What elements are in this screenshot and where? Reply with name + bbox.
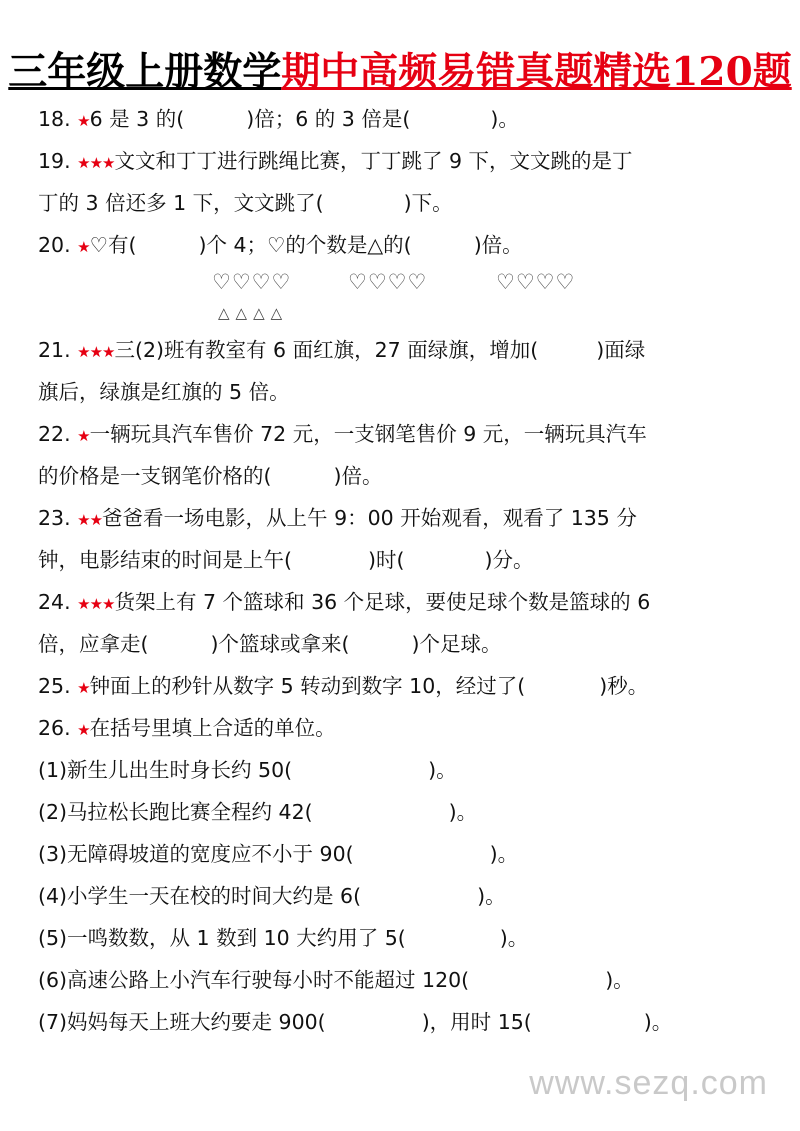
triangle-group: △△△△ — [218, 304, 289, 322]
question-22-line2 — [38, 461, 383, 491]
question-text: )。 — [490, 107, 519, 131]
question-number: 23. — [38, 506, 71, 530]
question-text: )。 — [448, 800, 478, 824]
question-number: 26. — [38, 716, 71, 740]
question-text: (4)小学生一天在校的时间大约是 6( — [38, 884, 362, 908]
question-text: (7)妈妈每天上班大约要走 900( — [38, 1010, 326, 1034]
question-text: (2)马拉松长跑比赛全程约 42( — [38, 800, 313, 824]
question-text: 三(2)班有教室有 6 面红旗，27 面绿旗，增加( — [114, 338, 539, 362]
question-text: )，用时 15( — [421, 1010, 532, 1034]
question-24-line2 — [38, 629, 502, 659]
question-text: )倍；6 的 3 倍是( — [246, 107, 411, 131]
question-text: 钟面上的秒针从数字 5 转动到数字 10，经过了( — [89, 674, 526, 698]
question-number: 22. — [38, 422, 71, 446]
question-18 — [38, 104, 519, 136]
question-text: 的价格是一支钢笔价格的( — [38, 464, 272, 488]
question-text: (5)一鸣数数，从 1 数到 10 大约用了 5( — [38, 926, 406, 950]
question-20 — [38, 230, 523, 262]
difficulty-stars: ★★★ — [77, 154, 115, 172]
q26-item-1 — [38, 755, 457, 785]
question-text: )时( — [368, 548, 405, 572]
question-text: (6)高速公路上小汽车行驶每小时不能超过 120( — [38, 968, 470, 992]
difficulty-stars: ★★★ — [77, 343, 115, 361]
question-25 — [38, 671, 648, 703]
difficulty-stars: ★★★ — [77, 595, 115, 613]
question-text: )。 — [605, 968, 634, 992]
question-text: ♡有( — [89, 233, 137, 257]
heart-group-1: ♡♡♡♡ — [212, 270, 292, 294]
question-text: )倍。 — [333, 464, 383, 488]
question-number: 19. — [38, 149, 71, 173]
difficulty-stars: ★ — [77, 112, 90, 130]
q26-item-6 — [38, 965, 634, 995]
question-text: 6 是 3 的( — [89, 107, 185, 131]
question-text: 在括号里填上合适的单位。 — [89, 716, 336, 740]
title-part2: 期中高频易错真题精选120题 — [281, 49, 792, 95]
question-text: )个足球。 — [411, 632, 502, 656]
q26-item-4 — [38, 881, 506, 911]
question-text: 钟，电影结束的时间是上午( — [38, 548, 292, 572]
question-text: )秒。 — [599, 674, 649, 698]
question-text: 丁的 3 倍还多 1 下，文文跳了( — [38, 191, 324, 215]
question-19 — [38, 146, 633, 178]
question-text: 爸爸看一场电影，从上午 9：00 开始观看，观看了 135 分 — [102, 506, 637, 530]
question-text: )分。 — [484, 548, 534, 572]
question-text: )。 — [477, 884, 506, 908]
question-21 — [38, 335, 645, 367]
heart-group-3: ♡♡♡♡ — [496, 270, 576, 294]
difficulty-stars: ★ — [77, 238, 90, 256]
q26-item-3 — [38, 839, 518, 869]
question-number: 18. — [38, 107, 71, 131]
question-19-line2 — [38, 188, 453, 218]
question-number: 21. — [38, 338, 71, 362]
question-23 — [38, 503, 637, 535]
question-24 — [38, 587, 650, 619]
question-text: 文文和丁丁进行跳绳比赛，丁丁跳了 9 下，文文跳的是丁 — [114, 149, 633, 173]
question-text: )。 — [499, 926, 529, 950]
q26-item-5 — [38, 923, 528, 953]
question-23-line2 — [38, 545, 534, 575]
difficulty-stars: ★ — [77, 427, 90, 445]
question-number: 25. — [38, 674, 71, 698]
question-text: 一辆玩具汽车售价 72 元，一支钢笔售价 9 元，一辆玩具汽车 — [89, 422, 647, 446]
question-text: 旗后，绿旗是红旗的 5 倍。 — [38, 380, 290, 404]
question-text: )。 — [428, 758, 457, 782]
question-number: 24. — [38, 590, 71, 614]
question-text: )。 — [489, 842, 519, 866]
question-text: )倍。 — [473, 233, 523, 257]
question-text: )面绿 — [596, 338, 646, 362]
question-text: )下。 — [403, 191, 453, 215]
title-part1: 三年级上册数学 — [8, 49, 282, 95]
question-number: 20. — [38, 233, 71, 257]
watermark: www.sezq.com — [529, 1064, 768, 1102]
difficulty-stars: ★ — [77, 679, 90, 697]
question-21-line2 — [38, 377, 290, 407]
question-text: )。 — [643, 1010, 673, 1034]
question-text: (3)无障碍坡道的宽度应不小于 90( — [38, 842, 354, 866]
q26-item-7 — [38, 1007, 672, 1037]
page-title — [0, 48, 800, 96]
difficulty-stars: ★★ — [77, 511, 103, 529]
question-text: 倍，应拿走( — [38, 632, 149, 656]
question-text: 货架上有 7 个篮球和 36 个足球，要使足球个数是篮球的 6 — [114, 590, 651, 614]
question-text: )个 4；♡的个数是△的( — [198, 233, 412, 257]
question-26 — [38, 713, 336, 745]
question-text: )个篮球或拿来( — [210, 632, 350, 656]
heart-group-2: ♡♡♡♡ — [348, 270, 428, 294]
question-text: (1)新生儿出生时身长约 50( — [38, 758, 293, 782]
q26-item-2 — [38, 797, 477, 827]
difficulty-stars: ★ — [77, 721, 90, 739]
question-22 — [38, 419, 647, 451]
